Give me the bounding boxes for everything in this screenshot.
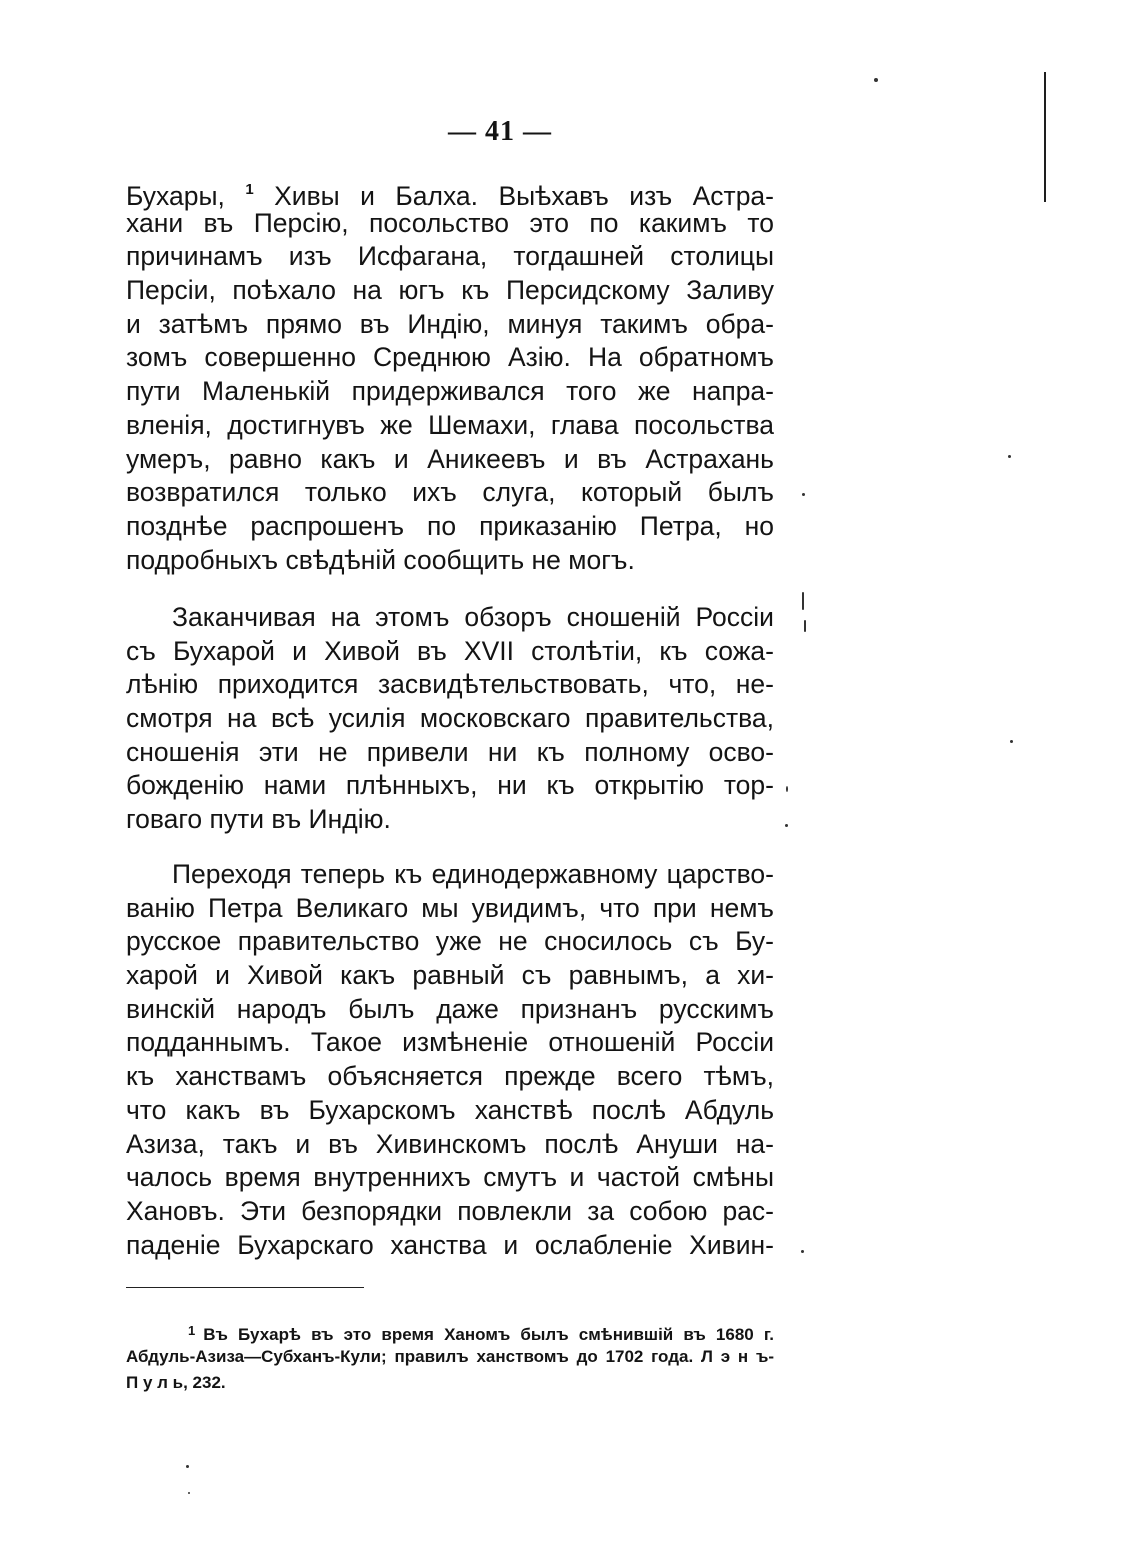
- text-line: паденіе Бухарскаго ханства и ослабленіе Хивин-: [126, 1229, 774, 1260]
- text-line: и затѣмъ прямо въ Индію, минуя такимъ обра-: [126, 308, 774, 339]
- text-line: сношенія эти не привели ни къ полному осво-: [126, 736, 774, 767]
- text-line: Азиза, такъ и въ Хивинскомъ послѣ Ануши на-: [126, 1128, 774, 1159]
- footnote-reference: 1: [245, 181, 254, 198]
- scan-speck: [874, 78, 878, 82]
- footnote-line: П у л ь, 232.: [126, 1373, 226, 1392]
- text-line: харой и Хивой какъ равный съ равнымъ, а хи-: [126, 960, 774, 991]
- footnote-number: 1: [188, 1323, 196, 1338]
- scan-speck: [785, 824, 788, 827]
- text-line: хани въ Персію, посольство это по какимъ то: [126, 207, 774, 238]
- text-line: Бухары, $^1$ Хивы и Балха. Выѣхавъ изъ Астра-: [126, 181, 774, 211]
- paragraph-2: [126, 601, 774, 837]
- text-line: говаго пути въ Индію.: [126, 804, 391, 835]
- text-line: возвратился только ихъ слуга, который былъ: [126, 477, 774, 508]
- text-line: позднѣе распрошенъ по приказанію Петра, но: [126, 510, 774, 541]
- paragraph-1: [126, 173, 774, 577]
- text-line: Хановъ. Эти безпорядки повлекли за собою рас-: [126, 1195, 774, 1226]
- text-line: Переходя теперь къ единодержавному царство-: [172, 859, 774, 889]
- text-line: Персіи, поѣхало на югъ къ Персидскому Заливу: [126, 275, 774, 306]
- scan-speck: [804, 620, 806, 632]
- text-line: божденію нами плѣнныхъ, ни къ открытію тор-: [126, 770, 774, 801]
- scan-speck: [188, 1492, 190, 1494]
- footnote-divider: [126, 1287, 364, 1288]
- text-line: умеръ, равно какъ и Аникеевъ и въ Астрахань: [126, 443, 774, 474]
- scan-speck: [186, 1465, 189, 1468]
- scan-speck: [1010, 740, 1013, 743]
- paragraph-3: [126, 858, 774, 1262]
- text-line: лѣнію приходится засвидѣтельствовать, что, не-: [126, 669, 774, 700]
- text-line: вленія, достигнувъ же Шемахи, глава посольства: [126, 409, 774, 440]
- scan-speck: [802, 592, 804, 610]
- page-number: — 41 —: [448, 116, 552, 147]
- text-line: что какъ въ Бухарскомъ ханствѣ послѣ Абдуль: [126, 1094, 774, 1125]
- text-line: чалось время внутреннихъ смутъ и частой смѣны: [126, 1162, 774, 1193]
- scan-speck: [1008, 455, 1011, 458]
- footnote-line: $^1$ Въ Бухарѣ въ это время Ханомъ былъ смѣнившій въ 1680 г.: [188, 1323, 774, 1344]
- text-line: зомъ совершенно Среднюю Азію. На обратномъ: [126, 342, 774, 373]
- text-line: подданнымъ. Такое измѣненіе отношеній Россіи: [126, 1027, 774, 1058]
- scan-speck: [802, 493, 805, 496]
- text-line: съ Бухарой и Хивой въ XVII столѣтіи, къ сожа-: [126, 635, 774, 666]
- scan-speck: [786, 786, 788, 792]
- text-line: къ ханствамъ объясняется прежде всего тѣмъ,: [126, 1061, 774, 1092]
- footnote: [126, 1318, 774, 1396]
- footnote-line: Абдуль-Азиза—Субханъ-Кули; правилъ ханствомъ до 1702 года. Л э н ъ-: [126, 1347, 774, 1366]
- text-line: смотря на всѣ усилія московскаго правительства,: [126, 703, 774, 734]
- text-line: русское правительство уже не сносилось съ Бу-: [126, 926, 774, 957]
- scan-margin-line: [1044, 72, 1046, 202]
- text-line: пути Маленькій придерживался того же напра-: [126, 376, 774, 407]
- scan-speck: [801, 1250, 804, 1253]
- text-line: причинамъ изъ Исфагана, тогдашней столицы: [126, 241, 774, 272]
- text-line: винскій народъ былъ даже признанъ русскимъ: [126, 993, 774, 1024]
- text-line: Заканчивая на этомъ обзоръ сношеній Россіи: [172, 602, 774, 632]
- text-line: ванію Петра Великаго мы увидимъ, что при немъ: [126, 892, 774, 923]
- text-line: подробныхъ свѣдѣній сообщить не могъ.: [126, 544, 635, 575]
